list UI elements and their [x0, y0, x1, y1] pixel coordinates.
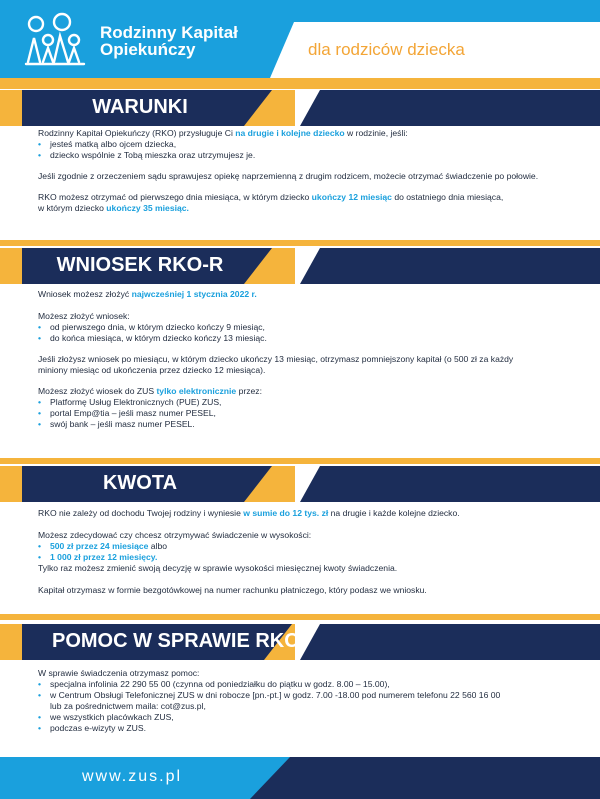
section-title-kwota: KWOTA: [102, 472, 178, 494]
wniosek-channels-intro: Możesz złożyć wiosek do ZUS tylko elektronicznie przez:: [38, 386, 262, 396]
header-stripe: [0, 78, 600, 89]
list-item: • 1 000 zł przez 12 miesięcy.: [38, 552, 568, 563]
wniosek-when: Możesz złożyć wniosek:: [38, 311, 130, 321]
kwota-payment: Kapitał otrzymasz w formie bezgotówkowej na numer rachunku płatniczego, który podasz we wniosku.: [38, 585, 427, 595]
program-title-line1: Rodzinny Kapitał: [100, 23, 238, 42]
footer-accent: [250, 757, 600, 799]
header-subtitle: dla rodziców dziecka: [308, 40, 465, 59]
section-banner-wniosek: [0, 248, 600, 284]
list-item: • w Centrum Obsługi Telefonicznej ZUS w dni robocze [pn.-pt.] w godz. 7.00 -18.00 pod numerem telefonu 22 560 16 00 lub za pośrednictwem maila: cot@zus.pl,: [38, 690, 568, 712]
section-banner-kwota: [0, 466, 600, 502]
list-item: • jesteś matką albo ojcem dziecka,: [38, 139, 568, 150]
warunki-intro: Rodzinny Kapitał Opiekuńczy (RKO) przysługuje Ci na drugie i kolejne dziecko w rodzinie, jeśli:: [38, 128, 408, 138]
section-body-warunki: [38, 128, 568, 214]
program-title-line2: Opiekuńczy: [100, 40, 196, 59]
kwota-change: Tylko raz możesz zmienić swoją decyzję w sprawie wysokości miesięcznej kwoty świadczenia.: [38, 563, 398, 573]
kwota-amount: RKO nie zależy od dochodu Twojej rodziny i wyniesie w sumie do 12 tys. zł na drugie i każde kolejne dziecko.: [38, 508, 460, 518]
section-title-wniosek: WNIOSEK RKO-R: [56, 254, 224, 276]
list-item: • do końca miesiąca, w którym dziecko kończy 13 miesiąc.: [38, 333, 568, 344]
list-item: • swój bank – jeśli masz numer PESEL.: [38, 419, 568, 430]
kwota-choice: Możesz zdecydować czy chcesz otrzymywać świadczenie w wysokości:: [38, 530, 312, 540]
program-title: [100, 24, 280, 58]
list-item: • Platformę Usług Elektronicznych (PUE) ZUS,: [38, 397, 568, 408]
list-item: • portal Emp@tia – jeśli masz numer PESEL,: [38, 408, 568, 419]
list-item: • specjalna infolinia 22 290 55 00 (czynna od poniedziałku do piątku w godz. 8.00 – 15.00),: [38, 679, 568, 690]
section-banner-warunki: [0, 90, 600, 126]
list-item: • dziecko wspólnie z Tobą mieszka oraz utrzymujesz je.: [38, 150, 568, 161]
list-item: • podczas e-wizyty w ZUS.: [38, 723, 568, 734]
list-item: • od pierwszego dnia, w którym dziecko kończy 9 miesiąc,: [38, 322, 568, 333]
pomoc-intro: W sprawie świadczenia otrzymasz pomoc:: [38, 668, 200, 678]
wniosek-date: Wniosek możesz złożyć najwcześniej 1 stycznia 2022 r.: [38, 289, 257, 299]
section-stripe: [0, 458, 600, 464]
section-stripe: [0, 240, 600, 246]
list-item: • we wszystkich placówkach ZUS,: [38, 712, 568, 723]
section-stripe: [0, 614, 600, 620]
section-title-pomoc: POMOC W SPRAWIE RKO: [52, 630, 300, 652]
warunki-period: RKO możesz otrzymać od pierwszego dnia miesiąca, w którym dziecko ukończy 12 miesiąc do ostatniego dnia miesiąca, w którym dziecko ukończy 35 miesiąc.: [38, 192, 504, 213]
footer-url[interactable]: www.zus.pl: [82, 768, 183, 785]
family-icon: [22, 10, 92, 68]
section-body-wniosek: [38, 289, 568, 430]
section-title-warunki: WARUNKI: [92, 96, 188, 118]
list-item: • 500 zł przez 24 miesiące albo: [38, 541, 568, 552]
warunki-alternate-care: Jeśli zgodnie z orzeczeniem sądu sprawujesz opiekę naprzemienną z drugim rodzicem, możecie otrzymać świadczenie po połowie.: [38, 171, 539, 181]
section-banner-pomoc: [0, 624, 600, 660]
section-body-kwota: [38, 508, 568, 596]
section-body-pomoc: [38, 668, 568, 734]
wniosek-late: Jeśli złożysz wniosek po miesiącu, w którym dziecko ukończy 13 miesiąc, otrzymasz pomniejszony kapitał (o 500 zł za każdy miniony miesiąc od ukończenia przez dziecko 12 miesiąca).: [38, 354, 514, 375]
